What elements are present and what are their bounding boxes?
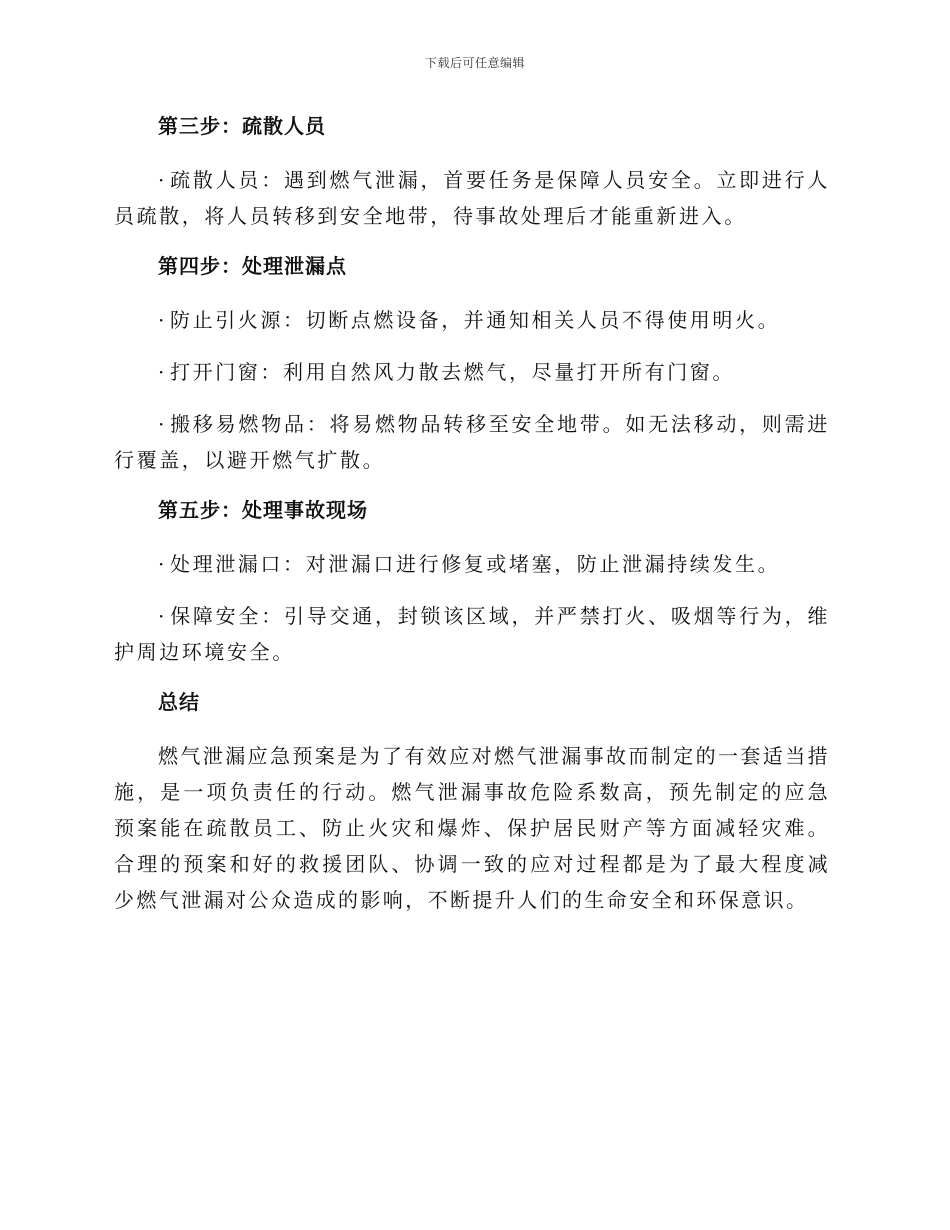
document-body: [114, 110, 830, 934]
bullet-marker: ·: [158, 168, 167, 192]
bullet-paragraph: [114, 406, 830, 478]
bullet-marker: ·: [158, 308, 167, 332]
section-heading-step-5: 第五步：处理事故现场: [158, 498, 368, 522]
bullet-paragraph: [114, 598, 830, 670]
bullet-marker: ·: [158, 552, 167, 576]
summary-heading: 总结: [158, 690, 200, 714]
bullet-paragraph: [114, 302, 830, 338]
bullet-text: 搬移易燃物品：将易燃物品转移至安全地带。如无法移动，则需进行覆盖，以避开燃气扩散。: [114, 412, 830, 472]
section-heading-step-4: 第四步：处理泄漏点: [158, 254, 347, 278]
bullet-paragraph: [114, 162, 830, 234]
section-heading-step-3: 第三步：疏散人员: [158, 114, 326, 138]
bullet-text: 处理泄漏口：对泄漏口进行修复或堵塞，防止泄漏持续发生。: [170, 552, 781, 576]
bullet-marker: ·: [158, 604, 167, 628]
bullet-text: 防止引火源：切断点燃设备，并通知相关人员不得使用明火。: [170, 308, 781, 332]
bullet-text: 保障安全：引导交通，封锁该区域，并严禁打火、吸烟等行为，维护周边环境安全。: [114, 604, 830, 664]
bullet-text: 疏散人员：遇到燃气泄漏，首要任务是保障人员安全。立即进行人员疏散，将人员转移到安全地带，待事故处理后才能重新进入。: [114, 168, 830, 228]
bullet-marker: ·: [158, 360, 167, 384]
header-note: 下载后可任意编辑: [424, 56, 525, 70]
summary-paragraph: 燃气泄漏应急预案是为了有效应对燃气泄漏事故而制定的一套适当措施，是一项负责任的行动。燃气泄漏事故危险系数高，预先制定的应急预案能在疏散员工、防止火灾和爆炸、保护居民财产等方面减轻灾难。合理的预案和好的救援团队、协调一致的应对过程都是为了最大程度减少燃气泄漏对公众造成的影响，不断提升人们的生命安全和环保意识。: [114, 744, 830, 912]
bullet-text: 打开门窗：利用自然风力散去燃气，尽量打开所有门窗。: [170, 360, 735, 384]
bullet-paragraph: [114, 354, 830, 390]
bullet-paragraph: [114, 546, 830, 582]
bullet-marker: ·: [158, 412, 167, 436]
